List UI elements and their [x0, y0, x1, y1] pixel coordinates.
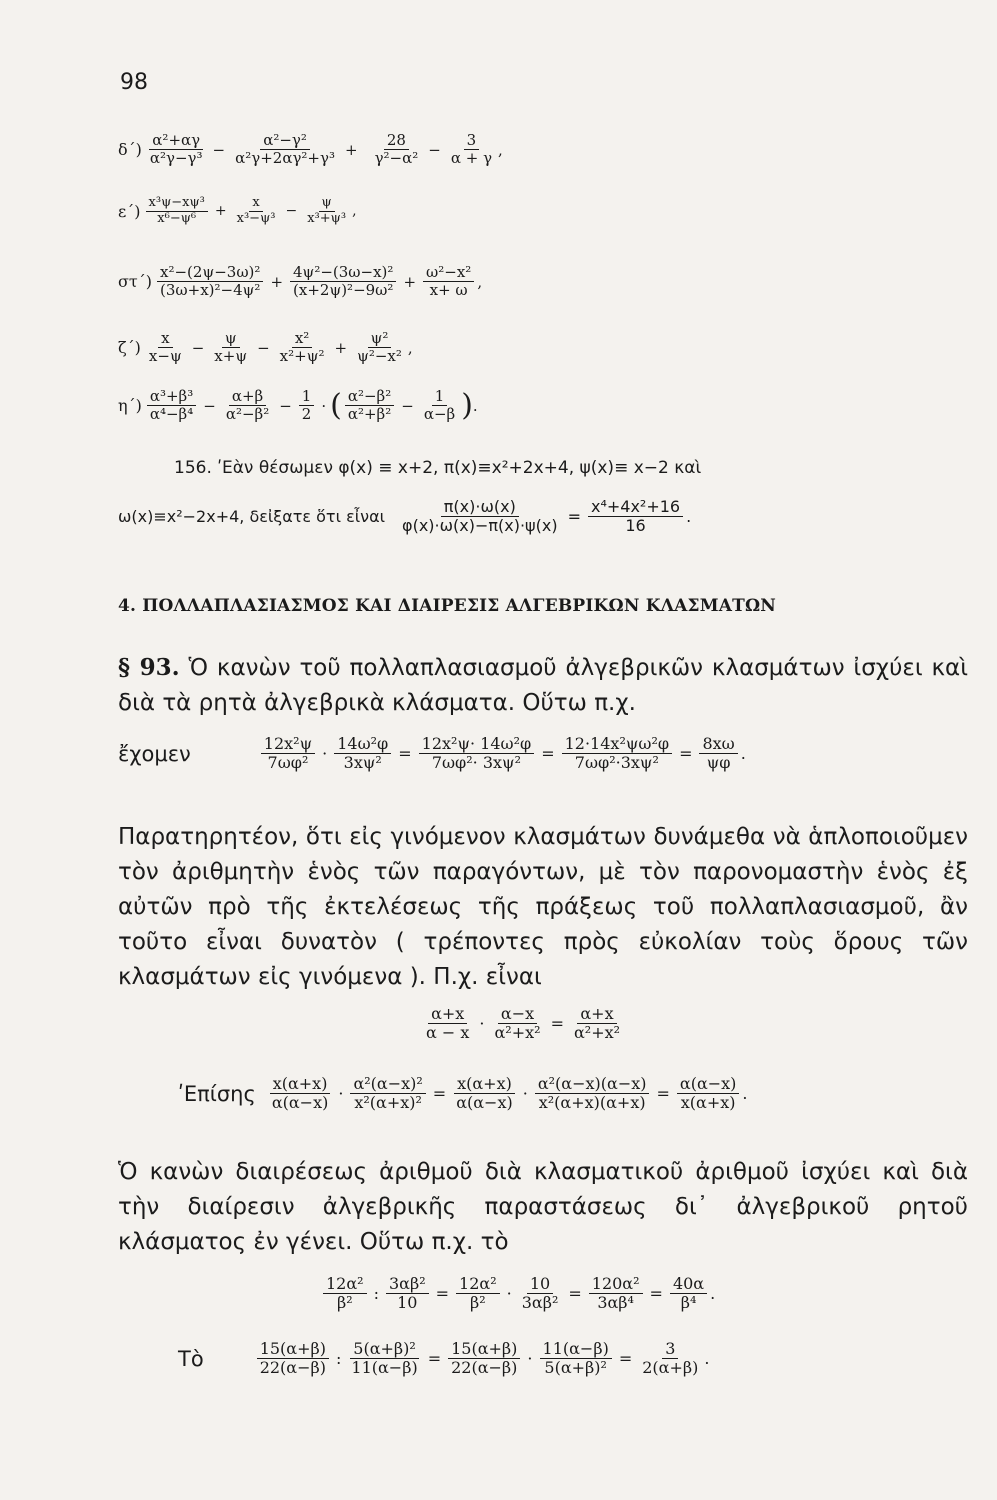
operator: + — [403, 272, 417, 291]
section-mark: § 93. — [118, 654, 180, 681]
denominator: α⁴−β⁴ — [149, 405, 194, 424]
denominator: α − x — [426, 1023, 470, 1043]
operator: − — [212, 140, 226, 159]
denominator: α²+x² — [494, 1023, 541, 1043]
denominator: x+ ω — [429, 281, 468, 300]
numerator: ω²−x² — [423, 264, 474, 282]
numerator: 4ψ²−(3ω−x)² — [290, 264, 396, 282]
numerator: ψ — [319, 196, 335, 212]
denominator: α²−β² — [225, 405, 270, 424]
fraction — [290, 264, 396, 300]
operator: + — [270, 272, 284, 291]
denominator: 5(α+β)² — [544, 1358, 607, 1378]
exercise-zeta — [118, 330, 413, 366]
fraction — [257, 1340, 329, 1378]
numerator: 8xω — [699, 735, 737, 754]
operator: · — [522, 1084, 528, 1104]
numerator: x — [249, 196, 262, 212]
operator: : — [373, 1284, 379, 1304]
denominator: γ²−α² — [374, 149, 419, 168]
denominator: x⁶−ψ⁶ — [157, 210, 197, 226]
numerator: 5(α+β)² — [350, 1340, 419, 1359]
numerator: α²(α−x)² — [350, 1075, 425, 1094]
operator: · — [321, 396, 327, 415]
exercise-eta — [118, 388, 478, 424]
numerator: x² — [292, 330, 312, 348]
denominator: x²(α+x)² — [354, 1093, 422, 1113]
exercise-label: ε΄) — [118, 201, 141, 221]
numerator: 3αβ² — [386, 1275, 429, 1294]
denominator: 22(α−β) — [259, 1358, 326, 1378]
fraction — [419, 735, 535, 773]
punctuation: , — [407, 338, 413, 357]
numerator: α+x — [577, 1005, 616, 1024]
paragraph-93 — [118, 650, 968, 721]
fraction — [348, 1340, 420, 1378]
fraction — [345, 388, 394, 424]
numerator: x(α+x) — [270, 1075, 331, 1094]
denominator: α(α−x) — [456, 1093, 513, 1113]
equation-lead: Τὸ — [178, 1346, 204, 1371]
paren-open: ( — [330, 388, 342, 424]
numerator: α(α−x) — [677, 1075, 740, 1094]
numerator: α+x — [428, 1005, 467, 1024]
denominator: x²+ψ² — [279, 347, 325, 366]
exercise-epsilon — [118, 196, 357, 227]
exercise-label: στ΄) — [118, 272, 153, 292]
operator: = — [649, 1284, 663, 1304]
numerator: α²(α−x)(α−x) — [535, 1075, 650, 1094]
numerator: 1 — [432, 388, 448, 406]
fraction — [269, 1075, 332, 1113]
equation-1 — [118, 735, 746, 773]
denominator: x²(α+x)(α+x) — [538, 1093, 646, 1113]
denominator: α²γ+2αγ²+γ³ — [235, 149, 335, 168]
fraction — [146, 330, 185, 366]
denominator: 2(α+β) — [642, 1358, 699, 1378]
operator: − — [279, 396, 292, 415]
numerator: 40α — [670, 1275, 707, 1294]
denominator: 16 — [625, 516, 646, 536]
numerator: x(α+x) — [454, 1075, 515, 1094]
operator: = — [679, 744, 693, 764]
denominator: 3xψ² — [343, 753, 382, 773]
operator: = — [541, 744, 555, 764]
equation-5 — [178, 1340, 709, 1378]
numerator: 12x²ψ· 14ω²φ — [419, 735, 535, 754]
fraction — [399, 498, 561, 536]
fraction — [677, 1075, 740, 1113]
paragraph-93-text: Ὁ κανὼν τοῦ πολλαπλασιασμοῦ ἀλγεβρικῶν κλασμάτων ἰσχύει καὶ διὰ τὰ ρητὰ ἀλγεβρικὰ κλάσματα. Οὕτω π.χ. — [118, 655, 968, 716]
denominator: α²+β² — [347, 405, 392, 424]
equation-4 — [320, 1275, 715, 1313]
fraction — [571, 1005, 623, 1043]
fraction — [157, 264, 263, 300]
denominator: 7ωφ²·3xψ² — [574, 753, 659, 773]
denominator: α²γ−γ³ — [149, 149, 203, 168]
numerator: α³+β³ — [147, 388, 196, 406]
operator: + — [344, 140, 358, 159]
operator: − — [285, 203, 298, 220]
operator: = — [568, 1284, 582, 1304]
equation-2 — [420, 1005, 626, 1043]
equation-lead: ἔχομεν — [118, 741, 191, 766]
numerator: π(x)·ω(x) — [441, 498, 519, 517]
denominator: α−β — [423, 405, 456, 424]
fraction — [223, 388, 272, 424]
denominator: α + γ — [450, 149, 493, 168]
fraction — [211, 330, 250, 366]
denominator: (3ω+x)²−4ψ² — [160, 281, 261, 300]
denominator: 7ωφ²· 3xψ² — [431, 753, 522, 773]
fraction — [639, 1340, 701, 1378]
denominator: α²+x² — [573, 1023, 621, 1043]
denominator: β⁴ — [680, 1293, 697, 1313]
punctuation: , — [352, 203, 357, 220]
punctuation: . — [686, 507, 692, 527]
operator: = — [567, 507, 581, 527]
numerator: 15(α+β) — [257, 1340, 329, 1359]
fraction — [423, 264, 474, 300]
operator: − — [191, 338, 205, 357]
operator: = — [656, 1084, 670, 1104]
fraction — [562, 735, 672, 773]
operator: = — [435, 1284, 450, 1304]
numerator: 15(α+β) — [448, 1340, 520, 1359]
numerator: ψ — [222, 330, 240, 348]
numerator: 120α² — [589, 1275, 643, 1294]
fraction — [146, 196, 208, 227]
numerator: 1 — [299, 388, 315, 406]
fraction — [492, 1005, 544, 1043]
exercise-label: δ΄) — [118, 140, 142, 160]
fraction — [540, 1340, 612, 1378]
denominator: x³+ψ³ — [307, 210, 347, 226]
fraction — [588, 498, 683, 536]
fraction — [386, 1275, 429, 1313]
denominator: β² — [469, 1293, 486, 1313]
fraction — [147, 132, 206, 168]
numerator: 14ω²φ — [334, 735, 391, 754]
fraction — [234, 196, 279, 227]
fraction — [354, 330, 405, 366]
denominator: x(α+x) — [680, 1093, 736, 1113]
numerator: 12α² — [456, 1275, 500, 1294]
fraction — [519, 1275, 562, 1313]
fraction — [304, 196, 349, 227]
fraction — [261, 735, 315, 773]
fraction — [589, 1275, 643, 1313]
denominator: x³−ψ³ — [236, 210, 276, 226]
denominator: (x+2ψ)²−9ω² — [293, 281, 394, 300]
operator: + — [214, 203, 227, 220]
denominator: 11(α−β) — [351, 1358, 418, 1378]
fraction — [448, 1340, 520, 1378]
operator: · — [506, 1284, 512, 1304]
fraction — [372, 132, 422, 168]
numerator: α+β — [229, 388, 266, 406]
numerator: 12α² — [323, 1275, 367, 1294]
problem-156-lead: ω(x)≡x²−2x+4, δεἰξατε ὅτι εἶναι — [118, 507, 386, 527]
numerator: 11(α−β) — [540, 1340, 612, 1359]
fraction — [147, 388, 196, 424]
denominator: 3αβ⁴ — [597, 1293, 634, 1313]
operator: − — [257, 338, 270, 357]
numerator: x²−(2ψ−3ω)² — [157, 264, 263, 282]
numerator: 28 — [384, 132, 409, 150]
denominator: x−ψ — [148, 347, 182, 366]
page-number: 98 — [120, 70, 148, 95]
operator: = — [618, 1349, 633, 1369]
fraction — [448, 132, 495, 168]
numerator: 3 — [464, 132, 480, 150]
numerator: 12x²ψ — [261, 735, 315, 754]
exercise-label: ζ΄) — [118, 338, 141, 358]
punctuation: . — [704, 1349, 710, 1369]
punctuation: . — [472, 396, 478, 415]
equation-3 — [178, 1075, 748, 1113]
fraction — [699, 735, 737, 773]
punctuation: . — [710, 1284, 716, 1304]
numerator: α−x — [498, 1005, 537, 1024]
operator: = — [427, 1349, 442, 1369]
operator: − — [203, 396, 216, 415]
problem-156-line1: 156. ʹΕὰν θέσωμεν φ(x) ≡ x+2, π(x)≡x²+2x+4, ψ(x)≡ x−2 καὶ — [174, 458, 702, 478]
denominator: ψφ — [706, 753, 731, 773]
denominator: α(α−x) — [271, 1093, 329, 1113]
fraction — [277, 330, 328, 366]
section-heading: 4. ΠΟΛΛΑΠΛΑΣΙΑΣΜΟΣ ΚΑΙ ΔΙΑΙΡΕΣΙΣ ΑΛΓΕΒΡΙΚΩΝ ΚΛΑΣΜΑΤΩΝ — [118, 596, 777, 616]
denominator: 2 — [301, 405, 312, 424]
operator: − — [428, 140, 441, 159]
fraction — [334, 735, 391, 773]
problem-156-line2 — [118, 498, 691, 536]
denominator: β² — [336, 1293, 353, 1313]
operator: = — [398, 744, 412, 764]
operator: = — [432, 1084, 447, 1104]
denominator: 3αβ² — [521, 1293, 559, 1313]
punctuation: , — [498, 140, 503, 159]
fraction — [232, 132, 338, 168]
denominator: 10 — [397, 1293, 418, 1313]
operator: · — [322, 744, 328, 764]
paragraph-observation: Παρατηρητέον, ὅτι εἰς γινόμενον κλασμάτων δυνάμεθα νὰ ἁπλοποιοῦμεν τὸν ἀριθμητὴν ἑνὸς τῶν παραγόντων, μὲ τὸν παρονομαστὴν ἑνὸς ἐξ αὐτῶν πρὸ τῆς ἐκτελέσεως τῆς πράξεως τοῦ πολλαπλασιασμοῦ, ἂν τοῦτο εἶναι δυνατὸν ( τρέποντες πρὸς εὐκολίαν τοὺς ὅρους τῶν κλασμάτων εἰς γινόμενα ). Π.χ. εἶναι — [118, 824, 968, 990]
paren-close: ) — [461, 388, 473, 424]
fraction — [350, 1075, 425, 1113]
fraction — [421, 388, 458, 424]
denominator: x+ψ — [214, 347, 248, 366]
numerator: 10 — [527, 1275, 553, 1294]
exercise-delta — [118, 132, 503, 168]
numerator: x⁴+4x²+16 — [588, 498, 683, 517]
denominator: φ(x)·ω(x)−π(x)·ψ(x) — [402, 516, 558, 536]
fraction — [670, 1275, 707, 1313]
operator: − — [401, 396, 414, 415]
numerator: ψ² — [368, 330, 392, 348]
numerator: x³ψ−xψ³ — [146, 196, 208, 212]
punctuation: , — [477, 272, 483, 291]
numerator: 12·14x²ψω²φ — [562, 735, 672, 754]
operator: + — [334, 338, 348, 357]
numerator: α²+αγ — [149, 132, 203, 150]
punctuation: . — [740, 744, 746, 764]
equation-lead: ʹΕπίσης — [178, 1081, 256, 1106]
fraction — [535, 1075, 650, 1113]
exercise-label: η΄) — [118, 396, 142, 416]
paragraph-division: Ὁ κανὼν διαιρέσεως ἀριθμοῦ διὰ κλασματικοῦ ἀριθμοῦ ἰσχύει καὶ διὰ τὴν διαίρεσιν ἀλγεβρικῆς παραστάσεως δι᾿ ἀλγεβρικοῦ ρητοῦ κλάσματος ἐν γένει. Οὕτω π.χ. τὸ — [118, 1159, 968, 1255]
fraction — [453, 1075, 516, 1113]
numerator: α²−β² — [345, 388, 394, 406]
numerator: 3 — [662, 1340, 678, 1359]
operator: : — [336, 1349, 342, 1369]
denominator: 7ωφ² — [267, 753, 309, 773]
punctuation: . — [742, 1084, 748, 1104]
fraction — [323, 1275, 367, 1313]
fraction — [423, 1005, 472, 1043]
numerator: x — [158, 330, 172, 348]
fraction — [299, 388, 315, 424]
operator: · — [479, 1014, 485, 1034]
operator: = — [550, 1014, 564, 1034]
denominator: ψ²−x² — [357, 347, 402, 366]
denominator: 22(α−β) — [451, 1358, 518, 1378]
operator: · — [527, 1349, 533, 1369]
numerator: α²−γ² — [260, 132, 310, 150]
fraction — [456, 1275, 500, 1313]
exercise-st — [118, 264, 482, 300]
operator: · — [338, 1084, 344, 1104]
